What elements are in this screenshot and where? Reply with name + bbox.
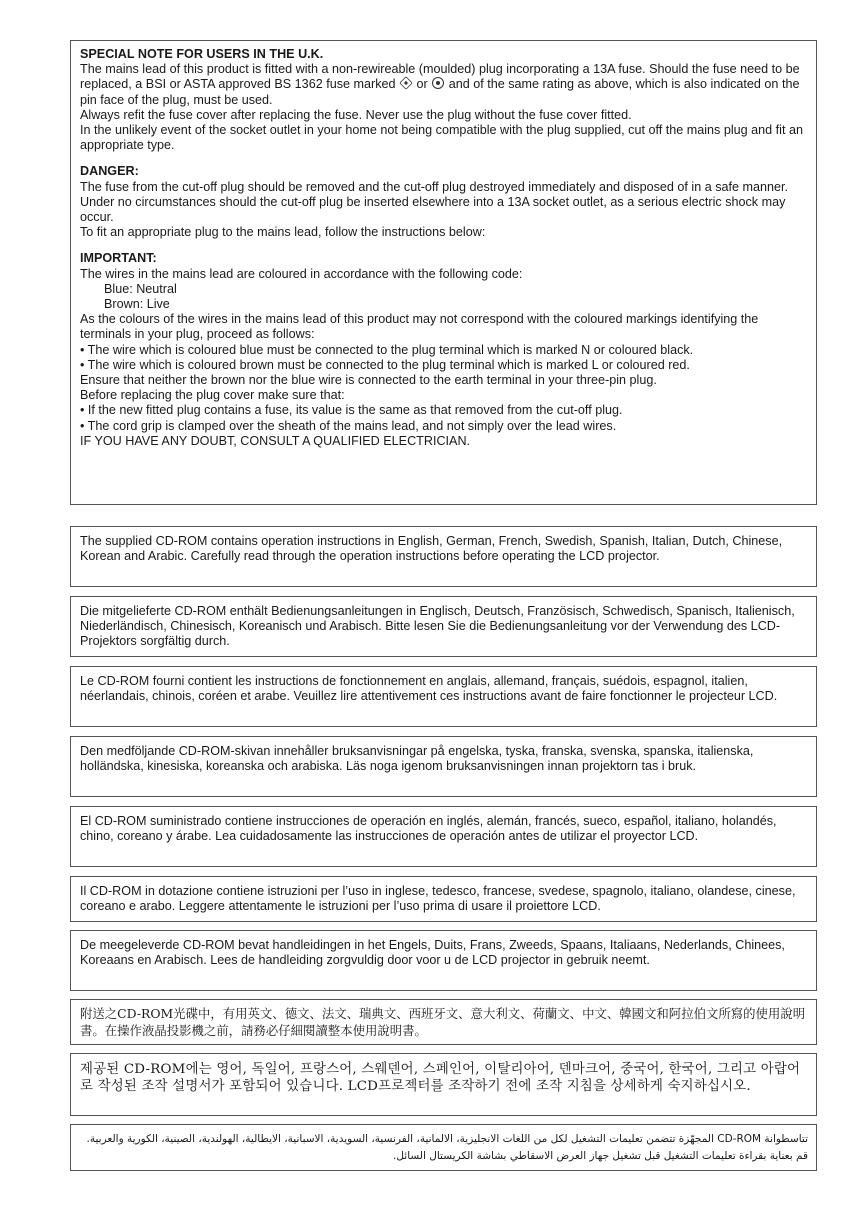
- important-bullet-brown: • The wire which is coloured brown must be connected to the plug terminal which is marked L or coloured red.: [80, 357, 690, 372]
- language-text-korean: 제공된 CD-ROM에는 영어, 독일어, 프랑스어, 스웨덴어, 스페인어, 이탈리아어, 덴마크어, 중국어, 한국어, 그리고 아랍어로 작성된 조작 설명서가 포함되어 있습니다. LCD프로젝터를 조작하기 전에 조작 지침을 상세하게 숙지하십시오.: [80, 1062, 801, 1094]
- language-box-dutch: [70, 930, 817, 991]
- wire-code-blue: Blue: Neutral: [104, 281, 177, 296]
- language-box-french: [70, 666, 817, 727]
- language-text-dutch: De meegeleverde CD-ROM bevat handleidingen in het Engels, Duits, Frans, Zweeds, Spaans, Italiaans, Nederlands, Chinees, Koreaans en Arabisch. Lees de handleiding zorgvuldig door voor u de LCD projector in gebruik neemt.: [80, 938, 785, 968]
- important-bullet-blue: • The wire which is coloured blue must be connected to the plug terminal which is marked N or coloured black.: [80, 342, 694, 357]
- language-box-spanish: [70, 806, 817, 867]
- language-text-german: Die mitgelieferte CD-ROM enthält Bedienungsanleitungen in Englisch, Deutsch, Französisch, Schwedisch, Spanisch, Italienisch, Niederländisch, Chinesisch, Koreanisch und Arabisch. Bitte lesen Sie die Bedienungsanleitung vor der Verwendung des LCD-Projektors sorgfältig durch.: [80, 604, 795, 649]
- language-text-chinese: 附送之CD-ROM光碟中，有用英文、德文、法文、瑞典文、西班牙文、意大利文、荷蘭文、中文、韓國文和阿拉伯文所寫的使用說明書。在操作液晶投影機之前，請務必仔細閱讀整本使用說明書。: [80, 1006, 806, 1038]
- important-paragraph-earth: Ensure that neither the brown nor the blue wire is connected to the earth terminal in your three-pin plug.: [80, 373, 657, 388]
- language-box-german: [70, 596, 817, 657]
- danger-paragraph-1: The fuse from the cut-off plug should be removed and the cut-off plug destroyed immediately and disposed of in a safe manner.: [80, 179, 789, 194]
- important-bullet-grip: • The cord grip is clamped over the sheath of the mains lead, and not simply over the lead wires.: [80, 418, 617, 433]
- language-text-italian: Il CD-ROM in dotazione contiene istruzioni per l’uso in inglese, tedesco, francese, svedese, spagnolo, italiano, olandese, cinese, coreano e arabo. Leggere attentamente le istruzioni per l’uso prima di usare il proiettore LCD.: [80, 884, 796, 914]
- bsi-kitemark-icon: [399, 77, 413, 91]
- important-heading: IMPORTANT:: [80, 251, 157, 266]
- important-paragraph-2: As the colours of the wires in the mains lead of this product may not correspond with the coloured markings identifying the terminals in your plug, proceed as follows:: [80, 312, 759, 342]
- important-paragraph-1: The wires in the mains lead are coloured in accordance with the following code:: [80, 266, 523, 281]
- language-text-swedish: Den medföljande CD-ROM-skivan innehåller bruksanvisningar på engelska, tyska, franska, svenska, spanska, italienska, holländska, kinesiska, koreanska och arabiska. Läs noga igenom bruksanvisningen innan projektorn tas i bruk.: [80, 744, 754, 774]
- danger-paragraph-3: To fit an appropriate plug to the mains lead, follow the instructions below:: [80, 225, 486, 240]
- important-closing: IF YOU HAVE ANY DOUBT, CONSULT A QUALIFIED ELECTRICIAN.: [80, 433, 471, 448]
- uk-note-paragraph-socket: In the unlikely event of the socket outlet in your home not being compatible with the plug supplied, cut off the mains plug and fit an appropriate type.: [80, 123, 803, 153]
- important-paragraph-cover: Before replacing the plug cover make sure that:: [80, 388, 345, 403]
- language-box-arabic: [70, 1124, 817, 1171]
- language-box-korean: [70, 1053, 817, 1116]
- uk-special-note-box: [70, 40, 817, 505]
- uk-note-paragraph-cover: Always refit the fuse cover after replacing the fuse. Never use the plug without the fuse cover fitted.: [80, 107, 632, 122]
- language-text-arabic: تتاسطوانة CD-ROM المجهّزة تتضمن تعليمات التشغيل لكل من اللغات الانجليزية، الالمانية، الفرنسية، السويدية، الاسبانية، الايطالية، الهولندية، الصينية، الكورية والعربية. قم بعناية بقراءة تعليمات التشغيل قبل تشغيل جهاز العرض الاسقاطي بشاشة الكريستال السائل.: [86, 1133, 808, 1162]
- danger-paragraph-2: Under no circumstances should the cut-off plug be inserted elsewhere into a 13A socket outlet, as a serious electric shock may occur.: [80, 194, 786, 225]
- uk-note-paragraph-fuse: The mains lead of this product is fitted with a non-rewireable (moulded) plug incorporating a 13A fuse. Should the fuse need to be replaced, a BSI or ASTA approved BS 1362 fuse marked or and of the same rating as above, which is also indicated on the pin face of the plug, must be used.: [80, 62, 800, 107]
- language-box-swedish: [70, 736, 817, 797]
- uk-note-heading: SPECIAL NOTE FOR USERS IN THE U.K.: [80, 47, 324, 61]
- danger-heading: DANGER:: [80, 164, 139, 179]
- language-box-italian: [70, 876, 817, 922]
- wire-code-brown: Brown: Live: [104, 297, 170, 312]
- language-text-spanish: El CD-ROM suministrado contiene instrucciones de operación en inglés, alemán, francés, sueco, español, italiano, holandés, chino, coreano y árabe. Lea cuidadosamente las instrucciones de operación antes de utilizar el proyector LCD.: [80, 814, 777, 844]
- asta-mark-icon: [432, 77, 444, 89]
- language-box-chinese: [70, 999, 817, 1045]
- language-box-english: [70, 526, 817, 587]
- important-bullet-fuse: • If the new fitted plug contains a fuse, its value is the same as that removed from the cut-off plug.: [80, 403, 623, 418]
- language-text-french: Le CD-ROM fourni contient les instructions de fonctionnement en anglais, allemand, français, suédois, espagnol, italien, néerlandais, chinois, coréen et arabe. Veuillez lire attentivement ces instructions avant de faire fonctionner le projecteur LCD.: [80, 674, 778, 704]
- language-text-english: The supplied CD-ROM contains operation instructions in English, German, French, Swedish, Spanish, Italian, Dutch, Chinese, Korean and Arabic. Carefully read through the operation instructions before operating the LCD projector.: [80, 534, 783, 564]
